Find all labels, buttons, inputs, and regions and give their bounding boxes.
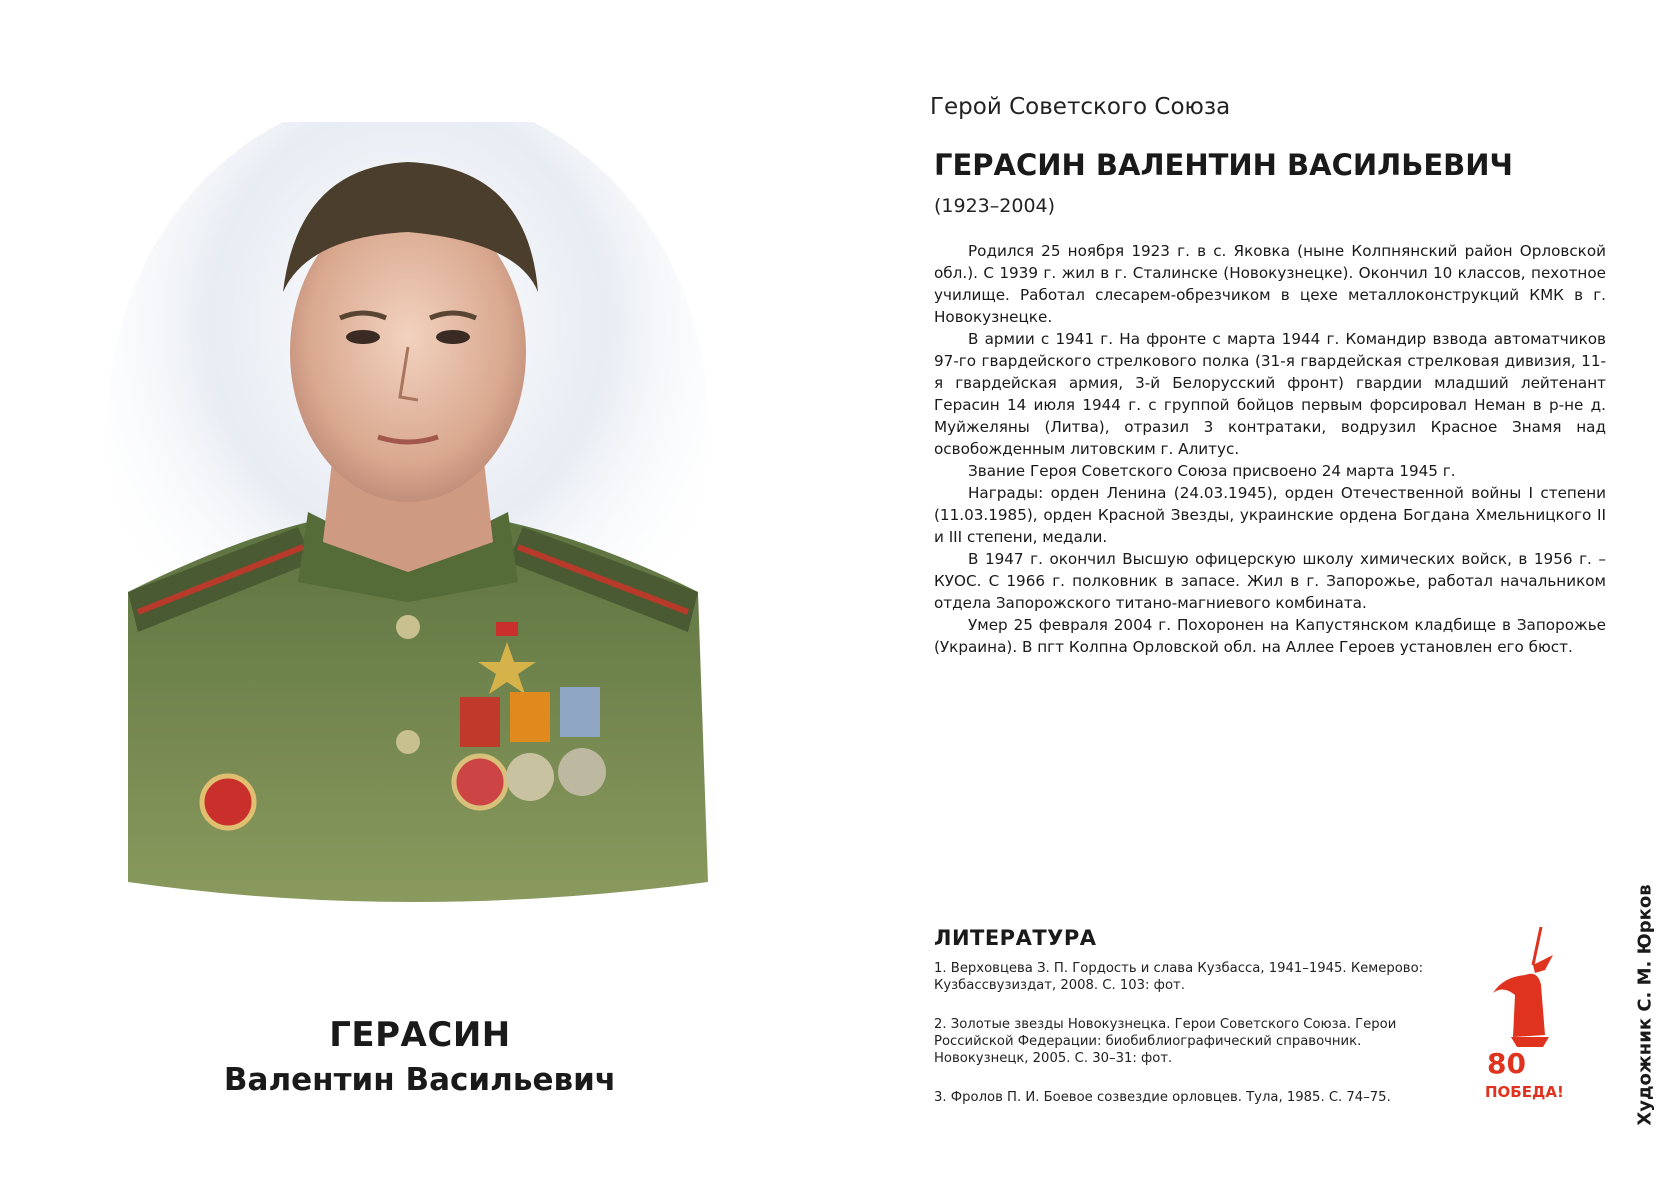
biography <box>934 240 1606 658</box>
literature-heading: ЛИТЕРАТУРА <box>934 926 1097 950</box>
bio-paragraph: Награды: орден Ленина (24.03.1945), орден Отечественной войны I степени (11.03.1985), орден Красной Звезды, украинские ордена Богдана Хмельницкого II и III степени, медали. <box>934 484 1606 546</box>
hero-portrait <box>108 122 720 942</box>
portrait-illustration <box>108 122 720 942</box>
victory-80-emblem <box>1483 925 1573 1105</box>
bio-paragraph: В армии с 1941 г. На фронте с марта 1944 г. Командир взвода автоматчиков 97-го гвардейского стрелкового полка (31-я гвардейская стрелковая дивизия, 11-я гвардейская армия, 3-й Белорусский фронт) гвардии младший лейтенант Герасин 14 июля 1944 г. с группой бойцов первым форсировал Неман в р-не д. Муйжеляны (Литва), отразил 3 контратаки, водрузил Красное Знамя над освобожденным литовским г. Алитус. <box>934 330 1606 458</box>
literature-item: 3. Фролов П. И. Боевое созвездие орловцев. Тула, 1985. С. 74–75. <box>934 1090 1391 1105</box>
emblem-number: 80 <box>1487 1047 1526 1080</box>
bio-paragraph: Родился 25 ноября 1923 г. в с. Яковка (ныне Колпнянский район Орловской обл.). С 1939 г. жил в г. Сталинске (Новокузнецке). Окончил 10 классов, пехотное училище. Работал слесарем-обрезчиком в цехе металлоконструкций КМК в г. Новокузнецке. <box>934 242 1606 326</box>
literature-item: 2. Золотые звезды Новокузнецка. Герои Советского Союза. Герои Российской Федерации: биобиблиографический справочник. Новокузнецк, 2005. С. 30–31: фот. <box>934 1017 1397 1066</box>
right-page <box>840 0 1680 1188</box>
bio-paragraph: Звание Героя Советского Союза присвоено 24 марта 1945 г. <box>968 462 1456 480</box>
emblem-word: ПОБЕДА! <box>1485 1083 1564 1101</box>
motherland-statue-icon <box>1483 925 1573 1105</box>
portrait-surname: ГЕРАСИН <box>329 1015 511 1055</box>
bio-paragraph: Умер 25 февраля 2004 г. Похоронен на Капустянском кладбище в Запорожье (Украина). В пгт Колпна Орловской обл. на Аллее Героев установлен его бюст. <box>934 616 1606 656</box>
hero-title: ГЕРАСИН ВАЛЕНТИН ВАСИЛЬЕВИЧ <box>934 148 1513 182</box>
portrait-given-names: Валентин Васильевич <box>223 1062 617 1098</box>
hero-years: (1923–2004) <box>934 195 1056 217</box>
hero-kicker: Герой Советского Союза <box>930 94 1231 120</box>
artist-credit-text: Художник С. М. Юрков <box>1634 884 1656 1126</box>
literature-item: 1. Верховцева З. П. Гордость и слава Кузбасса, 1941–1945. Кемерово: Кузбассвузиздат, 2008. С. 103: фот. <box>934 961 1424 993</box>
literature-list <box>934 960 1434 1128</box>
bio-paragraph: В 1947 г. окончил Высшую офицерскую школу химических войск, в 1956 г. – КУОС. С 1966 г. полковник в запасе. Жил в г. Запорожье, работал начальником отдела Запорожского титано-магниевого комбината. <box>934 550 1606 612</box>
